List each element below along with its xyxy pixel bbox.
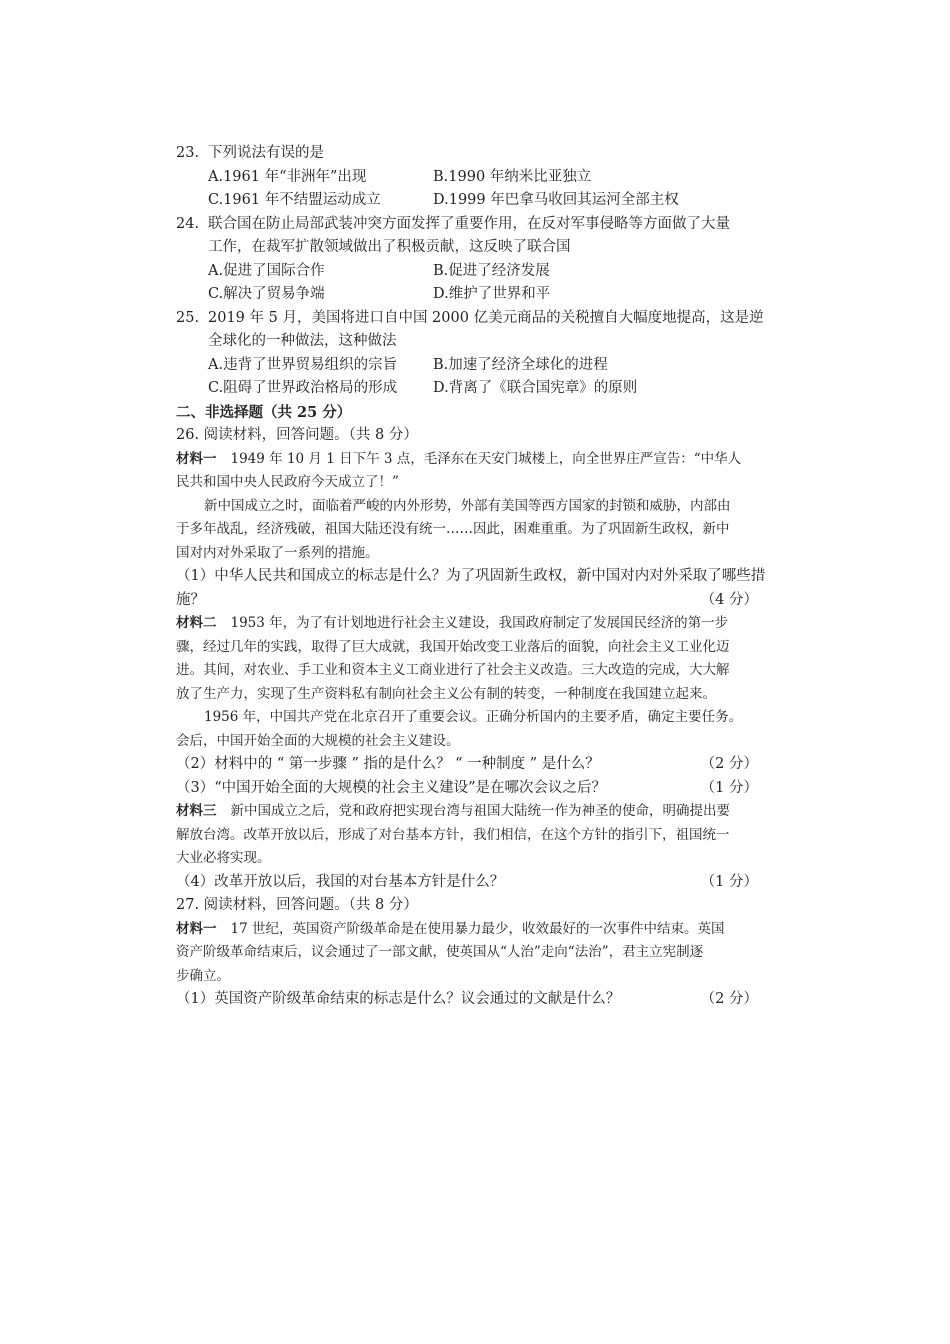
question-24 (176, 213, 776, 237)
material-text: 1956 年，中国共产党在北京召开了重要会议。正确分析国内的主要矛盾，确定主要任务。 (204, 709, 743, 725)
option-c: C.1961 年不结盟运动成立 (208, 192, 381, 208)
material-2 (176, 612, 776, 753)
material-text: 民共和国中央人民政府今天成立了！” (176, 474, 399, 490)
material-tag: 材料一 (176, 920, 217, 937)
material-tag: 材料一 (176, 450, 217, 467)
options-row (176, 377, 776, 401)
option-a: A.促进了国际合作 (208, 262, 325, 279)
option-b: B.1990 年纳米比亚独立 (433, 168, 592, 185)
material-text: 放了生产力，实现了生产资料私有制向社会主义公有制的转变，一种制度在我国建立起来。 (176, 685, 716, 702)
material-text: 新中国成立之后，党和政府把实现台湾与祖国大陆统一作为神圣的使命，明确提出要 (230, 803, 730, 819)
option-d: D.1999 年巴拿马收回其运河全部主权 (433, 192, 679, 208)
material-text: 1953 年，为了有计划地进行社会主义建设，我国政府制定了发展国民经济的第一步 (230, 615, 729, 631)
sub-question-4 (176, 871, 776, 895)
material-text: 大业必将实现。 (176, 850, 271, 866)
material-text: 步确立。 (176, 967, 230, 984)
points-label: （1 分） (700, 873, 758, 890)
material-text: 新中国成立之时，面临着严峻的内外形势，外部有美国等西方国家的封锁和威胁，内部由 (204, 497, 731, 514)
options-row (176, 354, 776, 378)
material-1 (176, 918, 776, 989)
sub-question-1 (176, 988, 776, 1012)
option-c: C.解决了贸易争端 (208, 286, 325, 302)
options-row (176, 283, 776, 307)
question-stem: 联合国在防止局部武装冲突方面发挥了重要作用，在反对军事侵略等方面做了大量 (208, 215, 730, 232)
material-tag: 材料三 (176, 803, 217, 819)
sub-question-text: （4）改革开放以后，我国的对台基本方针是什么？ (176, 873, 505, 890)
material-text: 1949 年 10 月 1 日下午 3 点，毛泽东在天安门城楼上，向全世界庄严宣告：“中华人 (230, 450, 742, 467)
points-label: （4 分） (700, 591, 758, 608)
options-row (176, 166, 776, 190)
option-c: C.阻碍了世界政治格局的形成 (208, 380, 398, 396)
material-tag: 材料二 (176, 615, 217, 631)
material-text: 进。其间，对农业、手工业和资本主义工商业进行了社会主义改造。三大改造的完成，大大解 (176, 662, 730, 678)
question-27-heading: 27. 阅读材料，回答问题。（共 8 分） (176, 897, 418, 913)
material-1 (176, 448, 776, 566)
question-stem-continued: 全球化的一种做法，这种做法 (208, 333, 397, 349)
options-row (176, 189, 776, 213)
option-b: B.促进了经济发展 (433, 262, 550, 279)
question-stem: 下列说法有误的是 (208, 145, 324, 161)
material-text: 解放台湾。改革开放以后，形成了对台基本方针，我们相信，在这个方针的指引下，祖国统一 (176, 826, 730, 843)
sub-question-3 (176, 777, 776, 801)
question-26-heading: 26. 阅读材料，回答问题。（共 8 分） (176, 427, 418, 443)
material-3 (176, 800, 776, 871)
question-23 (176, 142, 776, 166)
points-label: （2 分） (700, 991, 758, 1007)
points-label: （2 分） (700, 756, 758, 772)
option-d: D.背离了《联合国宪章》的原则 (433, 380, 638, 396)
material-text: 国对内对外采取了一系列的措施。 (176, 544, 379, 561)
question-number: 23. (176, 145, 200, 161)
option-b: B.加速了经济全球化的进程 (433, 356, 608, 373)
option-a: A.1961 年“非洲年”出现 (208, 168, 367, 185)
sub-question-text: （1）英国资产阶级革命结束的标志是什么？议会通过的文献是什么？ (176, 991, 621, 1007)
material-text: 资产阶级革命结束后，议会通过了一部文献，使英国从“人治”走向“法治”，君主立宪制逐 (176, 944, 704, 960)
question-stem-continued: 工作，在裁军扩散领域做出了积极贡献，这反映了联合国 (208, 239, 571, 255)
material-text: 于多年战乱，经济残破，祖国大陆还没有统一……因此，困难重重。为了巩固新生政权，新中 (176, 521, 730, 537)
sub-question-text: （3）“中国开始全面的大规模的社会主义建设”是在哪次会议之后？ (176, 779, 607, 796)
question-25 (176, 307, 776, 331)
material-text: 17 世纪，英国资产阶级革命是在使用暴力最少，收效最好的一次事件中结束。英国 (230, 920, 725, 937)
option-a: A.违背了世界贸易组织的宗旨 (208, 356, 398, 373)
question-number: 25. (176, 309, 200, 326)
question-number: 24. (176, 215, 200, 232)
question-stem: 2019 年 5 月，美国将进口自中国 2000 亿美元商品的关税擅自大幅度地提高，这是逆 (208, 309, 764, 326)
options-row (176, 260, 776, 284)
sub-question-text: 施？ (176, 591, 205, 608)
sub-question-2 (176, 753, 776, 777)
sub-question-1-continued (176, 589, 776, 613)
material-text: 骤，经过几年的实践，取得了巨大成就，我国开始改变工业落后的面貌，向社会主义工业化迈 (176, 638, 730, 655)
material-text: 会后，中国开始全面的大规模的社会主义建设。 (176, 732, 460, 749)
option-d: D.维护了世界和平 (433, 286, 551, 302)
section-heading: 二、非选择题（共 25 分） (176, 403, 352, 421)
sub-question-1: （1）中华人民共和国成立的标志是什么？为了巩固新生政权，新中国对内对外采取了哪些措 (176, 568, 766, 584)
exam-page (176, 142, 776, 1012)
points-label: （1 分） (700, 779, 758, 796)
sub-question-text: （2）材料中的 “ 第一步骤 ” 指的是什么？ “ 一种制度 ” 是什么？ (176, 756, 600, 772)
